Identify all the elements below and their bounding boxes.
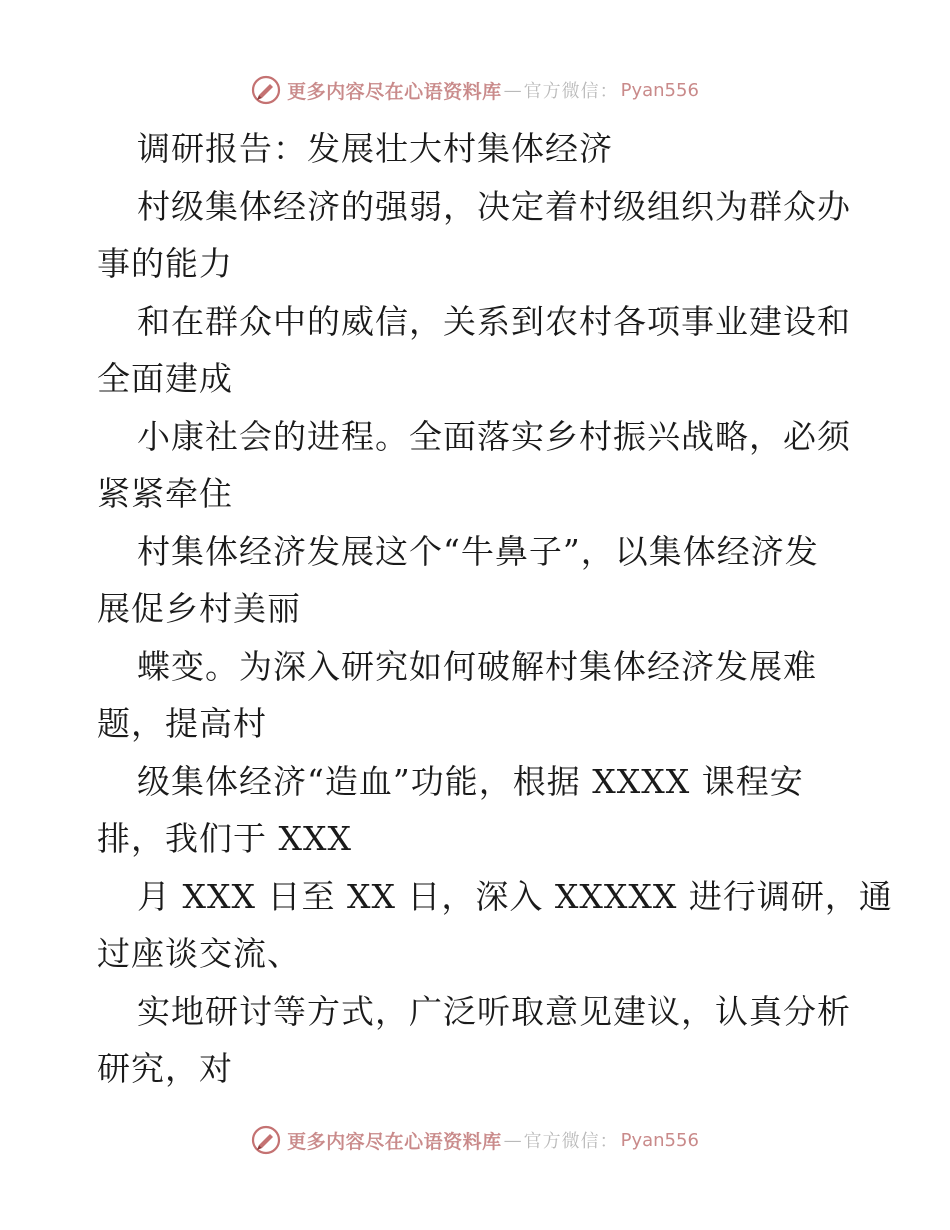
banner-wechat-label: 官方微信：	[523, 81, 619, 102]
pen-logo-icon	[251, 1125, 281, 1155]
banner-separator: —	[503, 79, 522, 101]
text-line: 级集体经济“造血”功能，根据 XXXX 课程安	[137, 761, 804, 801]
text-line: 小康社会的进程。全面落实乡村振兴战略，必须	[137, 416, 851, 456]
text-line: 村集体经济发展这个“牛鼻子”，以集体经济发	[137, 531, 819, 571]
text-line: 排，我们于 XXX	[97, 819, 352, 858]
text-line: 月 XXX 日至 XX 日，深入 XXXXX 进行调研，通	[137, 876, 893, 916]
text-line: 研究，对	[97, 1049, 233, 1088]
text-line: 展促乡村美丽	[97, 589, 301, 628]
pen-logo-icon	[251, 75, 281, 105]
text-line: 蝶变。为深入研究如何破解村集体经济发展难	[137, 646, 817, 686]
header-watermark	[0, 70, 950, 110]
text-line: 事的能力	[97, 244, 233, 283]
banner-wechat-label: 官方微信：	[523, 1131, 619, 1152]
banner-separator: —	[503, 1129, 522, 1151]
banner-wechat-id: Pyan556	[620, 1129, 699, 1151]
text-line: 和在群众中的威信，关系到农村各项事业建设和	[137, 301, 851, 341]
banner-wechat-id: Pyan556	[620, 79, 699, 101]
footer-watermark	[0, 1120, 950, 1160]
text-line: 紧紧牵住	[97, 474, 233, 513]
text-line: 过座谈交流、	[97, 934, 301, 973]
text-line: 题，提高村	[97, 704, 267, 743]
banner-main-text: 更多内容尽在心语资料库	[287, 1130, 502, 1153]
document-body	[97, 120, 893, 1098]
document-title: 调研报告：发展壮大村集体经济	[137, 129, 613, 168]
text-line: 村级集体经济的强弱，决定着村级组织为群众办	[137, 186, 851, 226]
text-line: 全面建成	[97, 359, 233, 398]
banner-main-text: 更多内容尽在心语资料库	[287, 80, 502, 103]
text-line: 实地研讨等方式，广泛听取意见建议，认真分析	[137, 991, 851, 1031]
